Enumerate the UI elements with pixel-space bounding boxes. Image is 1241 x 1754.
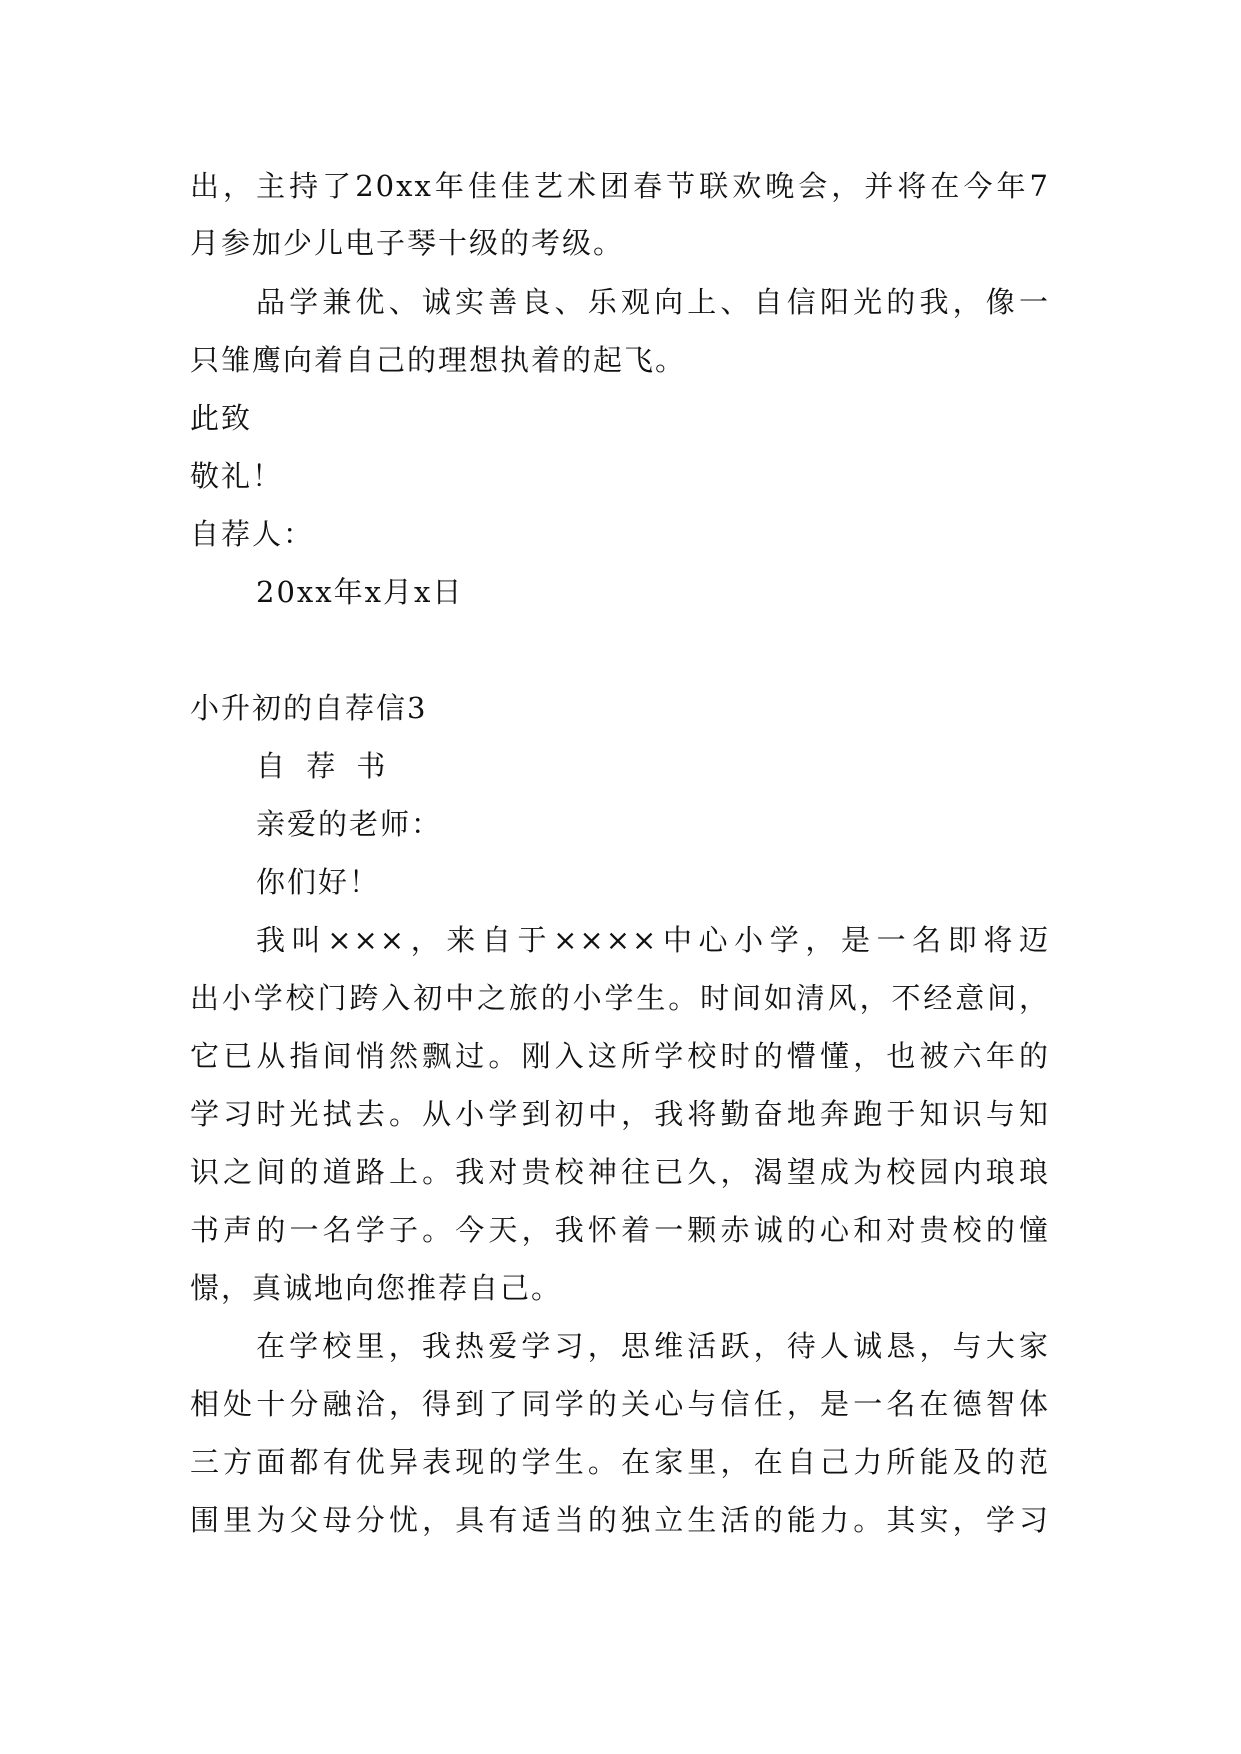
body-line: 识之间的道路上。我对贵校神往已久，渴望成为校园内琅琅 <box>190 1155 1050 1189</box>
greeting-text: 亲爱的老师： <box>256 807 443 841</box>
body-line: 书声的一名学子。今天，我怀着一颗赤诚的心和对贵校的憧 <box>190 1213 1050 1247</box>
document-title: 自 荐 书 <box>256 749 392 783</box>
body-line: 只雏鹰向着自己的理想执着的起飞。 <box>190 343 687 377</box>
hello-text: 你们好！ <box>256 865 381 899</box>
date-text: 20xx年x月x日 <box>256 575 464 609</box>
body-line: 围里为父母分忧，具有适当的独立生活的能力。其实，学习 <box>190 1503 1050 1537</box>
body-line: 品学兼优、诚实善良、乐观向上、自信阳光的我，像一 <box>256 285 1050 319</box>
body-line: 月参加少儿电子琴十级的考级。 <box>190 226 625 260</box>
section-title: 小升初的自荐信3 <box>190 691 428 725</box>
body-line: 憬，真诚地向您推荐自己。 <box>190 1271 563 1305</box>
body-line: 在学校里，我热爱学习，思维活跃，待人诚恳，与大家 <box>256 1329 1050 1363</box>
body-line: 学习时光拭去。从小学到初中，我将勤奋地奔跑于知识与知 <box>190 1097 1050 1131</box>
body-line: 相处十分融洽，得到了同学的关心与信任，是一名在德智体 <box>190 1387 1050 1421</box>
closing-text: 此致 <box>190 401 253 435</box>
signer-label: 自荐人： <box>190 517 315 551</box>
body-line: 三方面都有优异表现的学生。在家里，在自己力所能及的范 <box>190 1445 1050 1479</box>
body-line: 出小学校门跨入初中之旅的小学生。时间如清风，不经意间， <box>190 981 1050 1015</box>
body-line: 它已从指间悄然飘过。刚入这所学校时的懵懂，也被六年的 <box>190 1039 1050 1073</box>
body-line: 我叫×××，来自于××××中心小学，是一名即将迈 <box>256 923 1050 957</box>
salute-text: 敬礼！ <box>190 459 284 493</box>
body-line: 出，主持了20xx年佳佳艺术团春节联欢晚会，并将在今年7 <box>190 169 1050 203</box>
